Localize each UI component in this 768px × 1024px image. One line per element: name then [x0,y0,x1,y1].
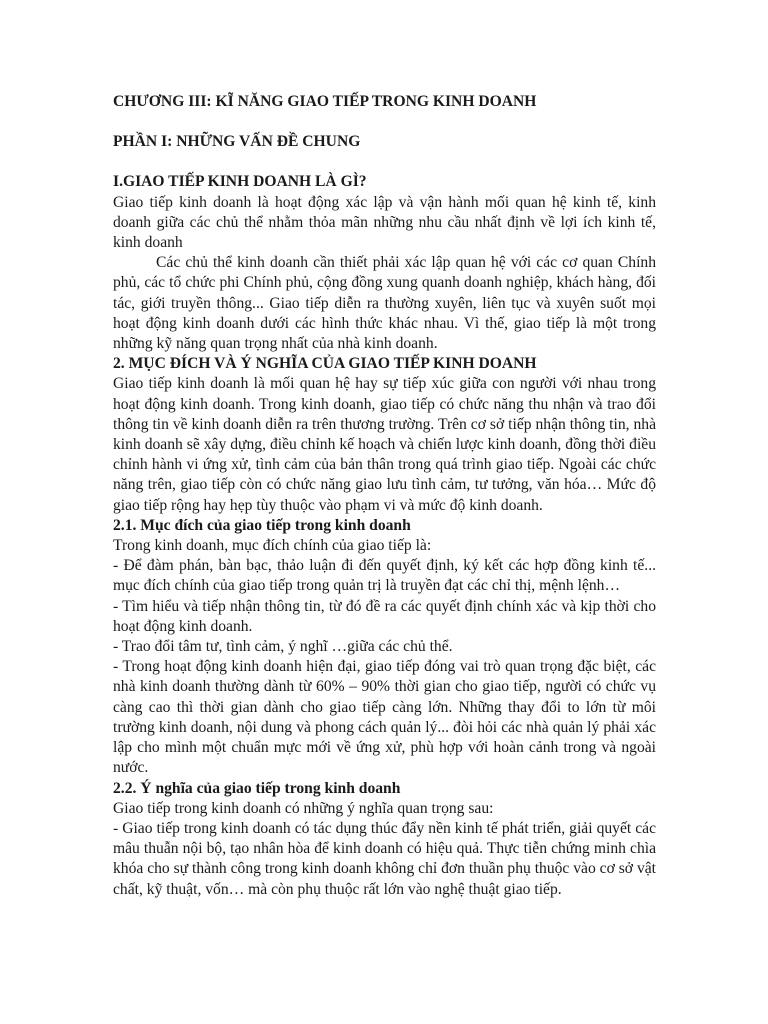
section21-item: - Trong hoạt động kinh doanh hiện đại, giao tiếp đóng vai trò quan trọng đặc biệt, các nhà kinh doanh thường dành từ 60% – 90% thời gian cho giao tiếp, người có chức vụ càng cao thì thời gian dành cho giao tiếp càng lớn. Những thay đổi to lớn từ môi trường kinh doanh, nội dung và phong cách quản lý... đòi hỏi các nhà quản lý phải xác lập cho mình một chuẩn mực mới về ứng xử, phù hợp với hoàn cảnh trong và ngoài nước. [113,658,656,777]
document-page [113,92,656,900]
section22-item: - Giao tiếp trong kinh doanh có tác dụng thúc đẩy nền kinh tế phát triển, giải quyết các mâu thuẫn nội bộ, tạo nhân hòa để kinh doanh có hiệu quả. Thực tiễn chứng minh chìa khóa cho sự thành công trong kinh doanh không chỉ đơn thuần phụ thuộc vào cơ sở vật chất, kỹ thuật, vốn… mà còn phụ thuộc rất lớn vào nghệ thuật giao tiếp. [113,819,656,898]
section1-heading: I.GIAO TIẾP KINH DOANH LÀ GÌ? [113,173,367,191]
part-title: PHẦN I: NHỮNG VẤN ĐỀ CHUNG [113,133,361,151]
section21-heading: 2.1. Mục đích của giao tiếp trong kinh doanh [113,516,411,534]
section1-paragraph-2: Các chủ thể kinh doanh cần thiết phải xác lập quan hệ với các cơ quan Chính phủ, các tổ chức phi Chính phủ, cộng đồng xung quanh doanh nghiệp, khách hàng, đối tác, giới truyền thông... Giao tiếp diễn ra thường xuyên, liên tục và xuyên suốt mọi hoạt động kinh doanh dưới các hình thức khác nhau. Vì thế, giao tiếp là một trong những kỹ năng quan trọng nhất của nhà kinh doanh. [113,254,656,353]
section2-heading: 2. MỤC ĐÍCH VÀ Ý NGHĨA CỦA GIAO TIẾP KINH DOANH [113,355,537,373]
section21-item: - Để đàm phán, bàn bạc, thảo luận đi đến quyết định, ký kết các hợp đồng kinh tế... mục đích chính của giao tiếp trong quản trị là truyền đạt các chỉ thị, mệnh lệnh… [113,557,656,595]
section21-item: - Trao đổi tâm tư, tình cảm, ý nghĩ …giữa các chủ thể. [113,638,453,656]
section21-intro: Trong kinh doanh, mục đích chính của giao tiếp là: [113,537,432,555]
section22-heading: 2.2. Ý nghĩa của giao tiếp trong kinh doanh [113,779,401,797]
chapter-title: CHƯƠNG III: KĨ NĂNG GIAO TIẾP TRONG KINH DOANH [113,93,537,110]
section2-paragraph-1: Giao tiếp kinh doanh là mối quan hệ hay sự tiếp xúc giữa con người với nhau trong hoạt động kinh doanh. Trong kinh doanh, giao tiếp có chức năng thu nhận và trao đổi thông tin về kinh doanh diễn ra trên thương trường. Trên cơ sở tiếp nhận thông tin, nhà kinh doanh sẽ xây dựng, điều chỉnh kế hoạch và chiến lược kinh doanh, đồng thời điều chỉnh hành vi ứng xử, tình cảm của bản thân trong quá trình giao tiếp. Ngoài các chức năng trên, giao tiếp còn có chức năng giao lưu tình cảm, tư tưởng, văn hóa… Mức độ giao tiếp rộng hay hẹp tùy thuộc vào phạm vi và mức độ kinh doanh. [113,375,656,514]
section21-item: - Tìm hiểu và tiếp nhận thông tin, từ đó đề ra các quyết định chính xác và kịp thời cho hoạt động kinh doanh. [113,597,656,635]
section22-intro: Giao tiếp trong kinh doanh có những ý nghĩa quan trọng sau: [113,799,494,817]
section1-paragraph-1: Giao tiếp kinh doanh là hoạt động xác lập và vận hành mối quan hệ kinh tế, kinh doanh giữa các chủ thể nhằm thỏa mãn những nhu cầu nhất định về lợi ích kinh tế, kinh doanh [113,193,656,252]
